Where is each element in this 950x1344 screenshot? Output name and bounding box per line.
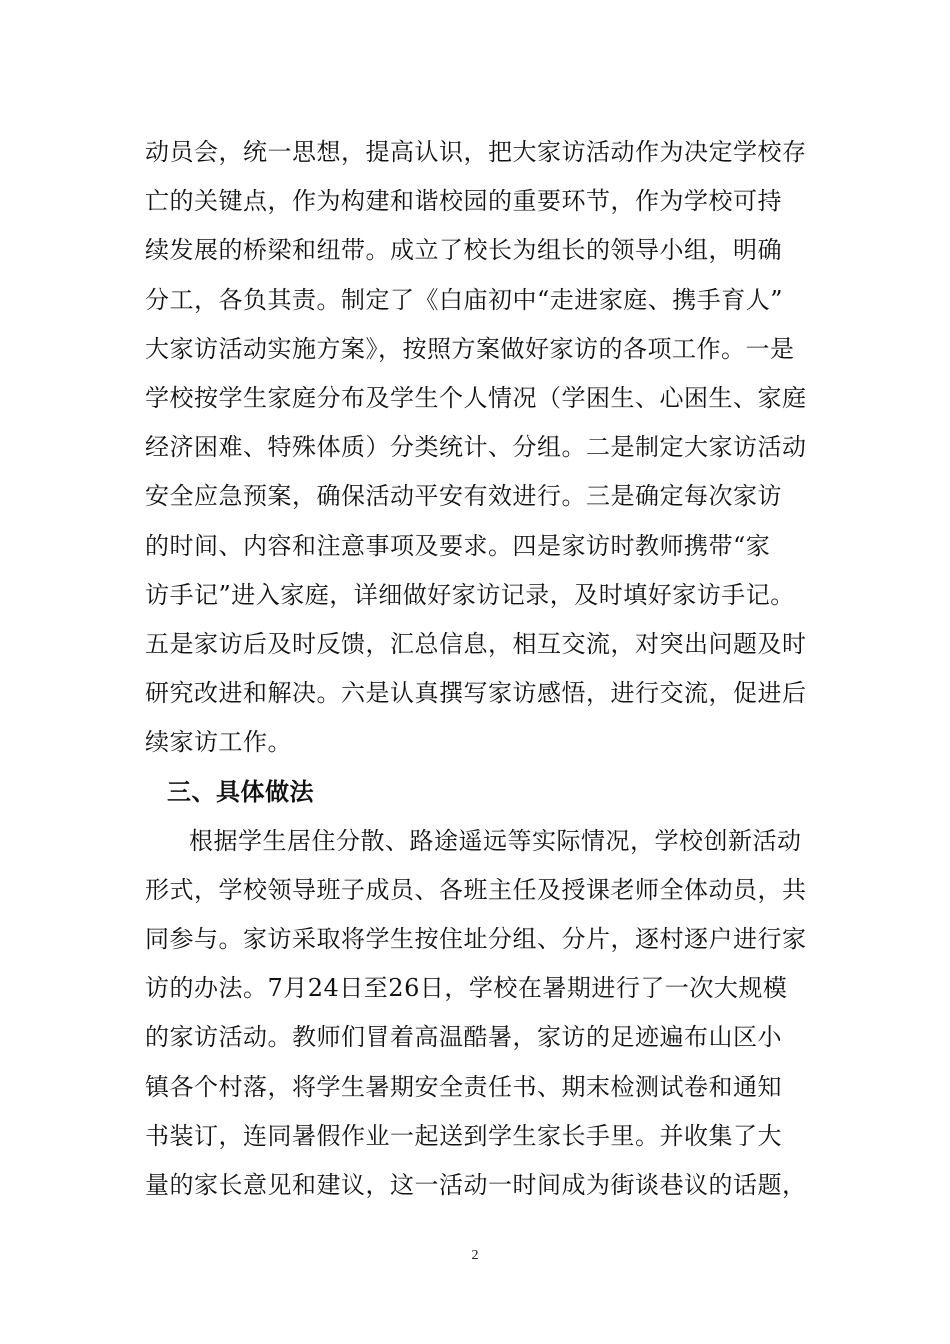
page-number: 2 [471, 1248, 479, 1263]
paragraph-line: 访手记”进入家庭，详细做好家访记录，及时填好家访手记。 [145, 580, 795, 609]
paragraph-line: 续发展的桥梁和纽带。成立了校长为组长的领导小组，明确 [145, 236, 782, 265]
paragraph-line: 形式，学校领导班子成员、各班主任及授课老师全体动员，共 [145, 875, 807, 904]
paragraph-line: 续家访工作。 [145, 728, 292, 757]
section-heading: 三、具体做法 [167, 777, 314, 807]
paragraph-line: 安全应急预案，确保活动平安有效进行。三是确定每次家访 [145, 482, 782, 511]
paragraph-line: 的时间、内容和注意事项及要求。四是家访时教师携带“家 [145, 531, 771, 560]
paragraph-line: 大家访活动实施方案》，按照方案做好家访的各项工作。一是 [145, 334, 795, 363]
paragraph-line: 学校按学生家庭分布及学生个人情况（学困生、心困生、家庭 [145, 383, 807, 412]
paragraph-line: 动员会，统一思想，提高认识，把大家访活动作为决定学校存 [145, 138, 807, 166]
paragraph-line: 的家访活动。教师们冒着高温酷暑，家访的足迹遍布山区小 [145, 1023, 782, 1052]
body-text [145, 128, 810, 1210]
paragraph-line: 五是家访后及时反馈，汇总信息，相互交流，对突出问题及时 [145, 629, 807, 658]
paragraph-line: 书装订，连同暑假作业一起送到学生家长手里。并收集了大 [145, 1121, 782, 1150]
paragraph-line: 根据学生居住分散、路途遥远等实际情况，学校创新活动 [189, 826, 802, 855]
paragraph-line: 研究改进和解决。六是认真撰写家访感悟，进行交流，促进后 [145, 679, 807, 708]
paragraph-line: 量的家长意见和建议，这一活动一时间成为街谈巷议的话题， [145, 1170, 807, 1199]
paragraph-line: 访的办法。7月24日至26日，学校在暑期进行了一次大规模 [145, 974, 788, 1003]
paragraph-line: 同参与。家访采取将学生按住址分组、分片，逐村逐户进行家 [145, 925, 807, 953]
paragraph-line: 经济困难、特殊体质）分类统计、分组。二是制定大家访活动 [145, 433, 807, 462]
paragraph-line: 镇各个村落，将学生暑期安全责任书、期末检测试卷和通知 [145, 1072, 782, 1101]
paragraph-line: 分工，各负其责。制定了《白庙初中“走进家庭、携手育人” [145, 285, 784, 314]
paragraph-line: 亡的关键点，作为构建和谐校园的重要环节，作为学校可持 [145, 187, 782, 216]
